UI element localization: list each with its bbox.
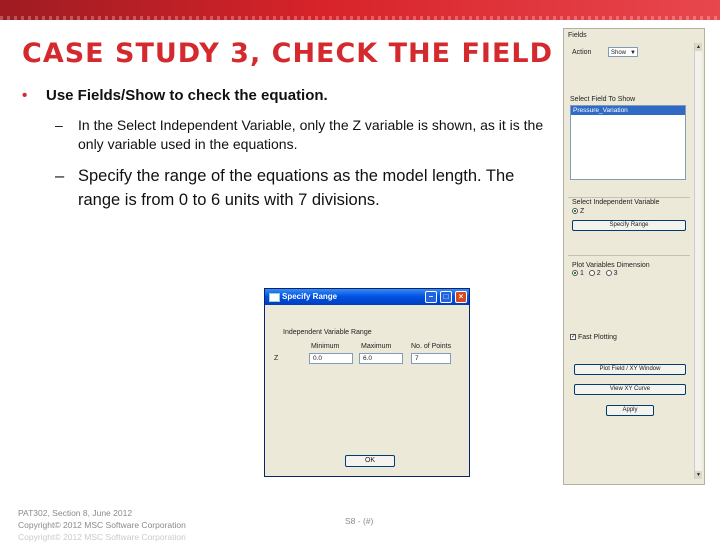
fields-panel <box>563 28 705 485</box>
chevron-down-icon: ▼ <box>630 50 636 56</box>
radio-dim-2-label: 2 <box>596 270 601 277</box>
plot-field-button[interactable]: Plot Field / XY Window <box>574 364 686 375</box>
page-number: S8 - (#) <box>345 516 374 526</box>
dialog-title: Specify Range <box>282 292 338 301</box>
fast-plot-label: Fast Plotting <box>577 334 617 341</box>
minimum-field[interactable]: 0.0 <box>309 353 353 364</box>
window-icon <box>269 293 280 302</box>
view-xy-curve-button[interactable]: View XY Curve <box>574 384 686 395</box>
top-banner <box>0 0 720 20</box>
points-field[interactable]: 7 <box>411 353 451 364</box>
points-column-header: No. of Points <box>411 343 452 350</box>
separator <box>568 255 690 256</box>
sub-bullet-2 <box>22 164 547 212</box>
ok-button[interactable]: OK <box>345 455 395 467</box>
scroll-up-icon[interactable]: ▲ <box>696 44 701 50</box>
radio-dim-3[interactable] <box>606 270 612 276</box>
slide-title: CASE STUDY 3, CHECK THE FIELD <box>22 38 554 69</box>
dialog-titlebar[interactable] <box>265 289 469 305</box>
plot-dim-label: Plot Variables Dimension <box>572 262 650 269</box>
range-section-label: Independent Variable Range <box>283 329 372 336</box>
main-bullet <box>22 86 547 106</box>
apply-button[interactable]: Apply <box>606 405 654 416</box>
bullet-list <box>22 86 547 212</box>
scroll-down-icon[interactable]: ▼ <box>696 472 701 478</box>
panel-title: Fields <box>568 32 587 39</box>
action-select-value: Show <box>611 50 627 56</box>
fast-plot-row <box>570 334 617 341</box>
min-column-header: Minimum <box>311 343 340 350</box>
select-field-label: Select Field To Show <box>570 96 636 103</box>
field-list-item[interactable]: Pressure_Variation <box>571 106 685 115</box>
radio-dim-3-label: 3 <box>613 270 618 277</box>
radio-dim-2[interactable] <box>589 270 595 276</box>
footer-line-1: PAT302, Section 8, June 2012 <box>18 508 133 518</box>
radio-z[interactable] <box>572 208 578 214</box>
maximize-icon[interactable]: □ <box>440 291 452 303</box>
close-icon[interactable]: × <box>455 291 467 303</box>
variable-row-label: Z <box>274 355 279 362</box>
footer-line-2: Copyright© 2012 MSC Software Corporation <box>18 520 186 530</box>
sub-bullet-1-text: In the Select Independent Variable, only the Z variable is shown, as it is the only variable used in the equations. <box>78 117 544 152</box>
separator <box>568 197 690 198</box>
radio-z-label: Z <box>579 208 585 215</box>
radio-dim-1-label: 1 <box>579 270 584 277</box>
action-label: Action <box>572 49 592 56</box>
specify-range-dialog <box>264 288 470 477</box>
main-bullet-text: Use Fields/Show to check the equation. <box>46 87 328 104</box>
minimize-icon[interactable]: – <box>425 291 437 303</box>
bullet-dot: • <box>22 87 28 104</box>
sub-bullet-1 <box>22 116 547 154</box>
sub-bullet-2-text: Specify the range of the equations as the model length. The range is from 0 to 6 units with 7 divisions. <box>78 167 515 209</box>
field-listbox[interactable] <box>570 105 686 180</box>
footer-line-3: Copyright© 2012 MSC Software Corporation <box>18 532 186 542</box>
specify-range-button[interactable]: Specify Range <box>572 220 686 231</box>
fast-plot-checkbox[interactable]: ✓ <box>571 334 577 341</box>
radio-dim-1[interactable] <box>572 270 578 276</box>
panel-scrollbar[interactable] <box>694 43 702 479</box>
indep-var-radio-row <box>572 208 584 215</box>
plot-dim-radios <box>572 270 617 277</box>
max-column-header: Maximum <box>361 343 392 350</box>
sub-bullet-dash: – <box>55 167 65 185</box>
maximum-field[interactable]: 6.0 <box>359 353 403 364</box>
indep-var-label: Select Independent Variable <box>572 199 660 206</box>
action-select[interactable] <box>608 47 638 57</box>
sub-bullet-dash: – <box>55 117 63 133</box>
